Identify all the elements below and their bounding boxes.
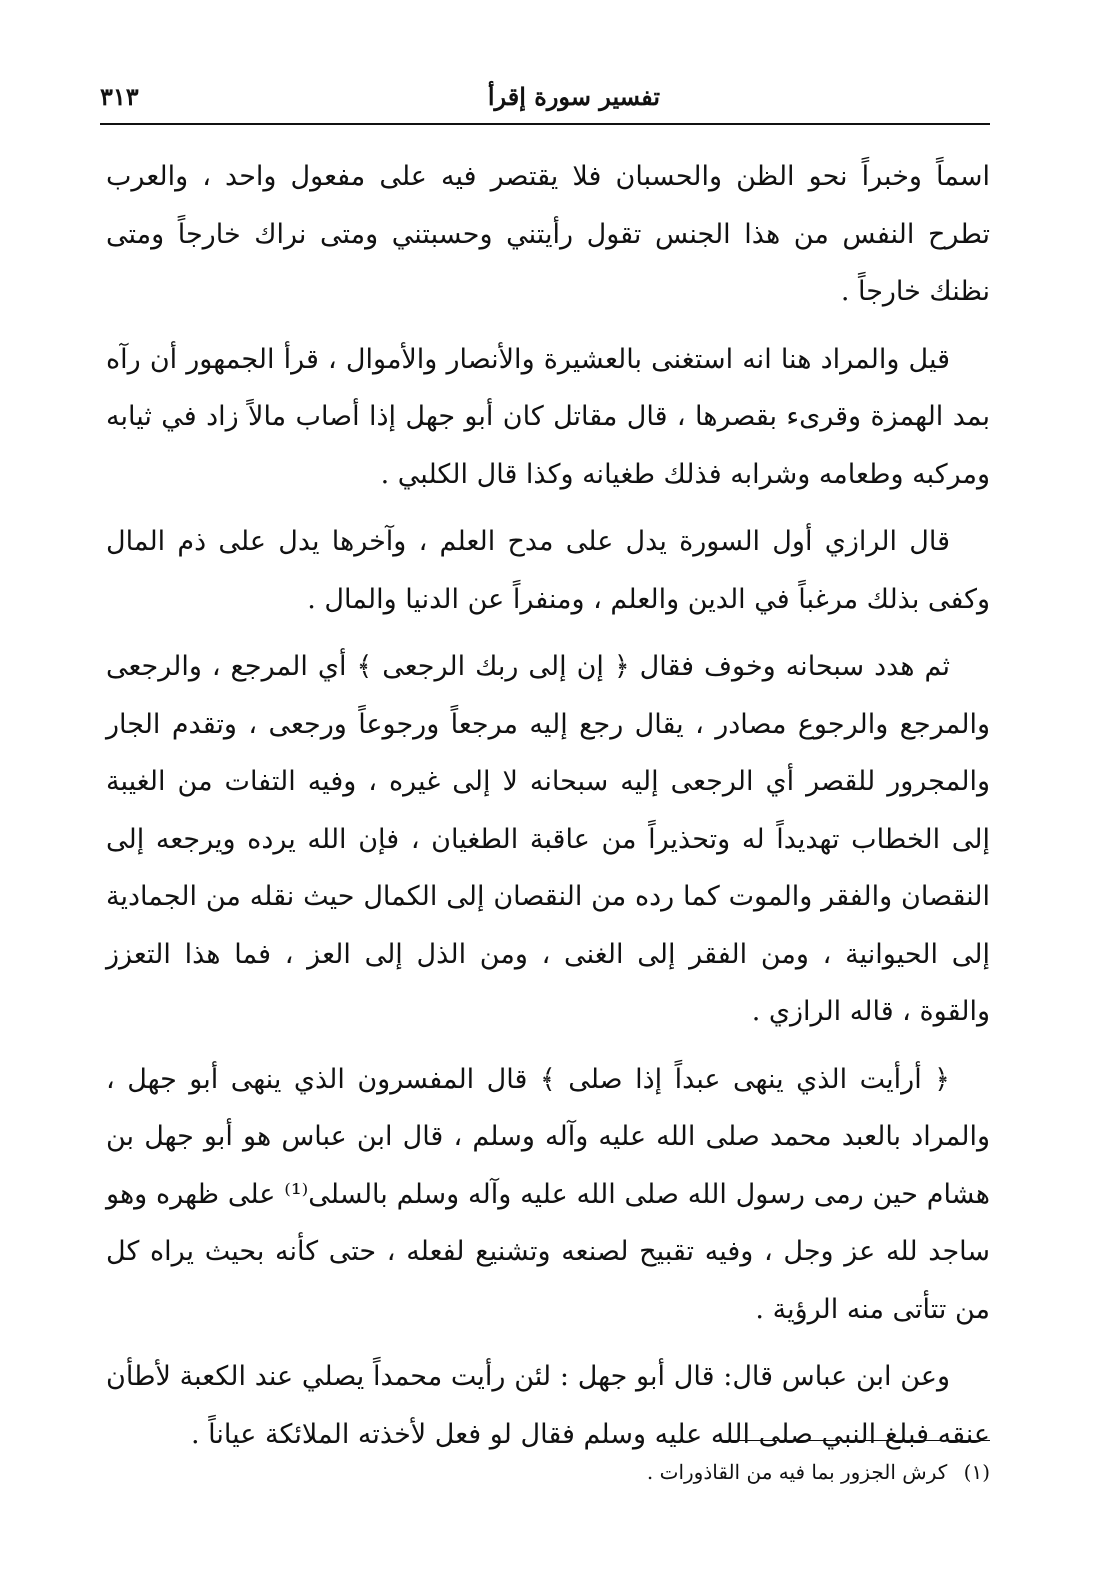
paragraph-6: وعن ابن عباس قال: قال أبو جهل : لئن رأيت محمداً يصلي عند الكعبة لأطأن عنقه فبلغ النبي صلى الله عليه وسلم فقال لو فعل لأخذته الملائكة عياناً . xyxy=(106,1361,990,1450)
footnote xyxy=(500,1458,990,1486)
page-title: تفسير سورة إقرأ xyxy=(487,82,660,111)
header-divider xyxy=(100,123,990,125)
paragraph-5: ﴿ أرأيت الذي ينهى عبداً إذا صلى ﴾ قال المفسرون الذي ينهى أبو جهل ، والمراد بالعبد محمد صلى الله عليه وآله وسلم ، قال ابن عباس هو أبو جهل بن هشام حين رمى رسول الله صلى الله عليه وآله وسلم بالسلى⁽¹⁾ على ظهره وهو ساجد لله عز وجل ، وفيه تقبيح لصنعه وتشنيع لفعله ، حتى كأنه بحيث يراه كل من تتأتى منه الرؤية . xyxy=(106,1063,990,1325)
page-header xyxy=(100,82,990,116)
paragraph-1: اسماً وخبراً نحو الظن والحسبان فلا يقتصر فيه على مفعول واحد ، والعرب تطرح النفس من هذا الجنس تقول رأيتني وحسبتني ومتى نراك خارجاً ومتى نظنك خارجاً . xyxy=(106,161,990,307)
footnote-mark: (١) xyxy=(963,1460,990,1484)
main-text xyxy=(106,148,990,1473)
paragraph-4: ثم هدد سبحانه وخوف فقال ﴿ إن إلى ربك الرجعى ﴾ أي المرجع ، والرجعى والمرجع والرجوع مصادر ، يقال رجع إليه مرجعاً ورجوعاً ورجعى ، وتقدم الجار والمجرور للقصر أي الرجعى إليه سبحانه لا إلى غيره ، وفيه التفات من الغيبة إلى الخطاب تهديداً له وتحذيراً من عاقبة الطغيان ، فإن الله يرده ويرجعه إلى النقصان والفقر والموت كما رده من النقصان إلى الكمال حيث نقله من الجمادية إلى الحيوانية ، ومن الفقر إلى الغنى ، ومن الذل إلى العز ، فما هذا التعزز والقوة ، قاله الرازي . xyxy=(106,651,990,1027)
paragraph-2: قيل والمراد هنا انه استغنى بالعشيرة والأنصار والأموال ، قرأ الجمهور أن رآه بمد الهمزة وقرىء بقصرها ، قال مقاتل كان أبو جهل إذا أصاب مالاً زاد في ثيابه ومركبه وطعامه وشرابه فذلك طغيانه وكذا قال الكلبي . xyxy=(106,343,990,490)
footnote-divider xyxy=(722,1440,990,1441)
page-number: ٣١٣ xyxy=(100,82,139,111)
footnote-text: كرش الجزور بما فيه من القاذورات . xyxy=(646,1460,948,1484)
paragraph-3: قال الرازي أول السورة يدل على مدح العلم ، وآخرها يدل على ذم المال وكفى بذلك مرغباً في الدين والعلم ، ومنفراً عن الدنيا والمال . xyxy=(106,526,990,615)
